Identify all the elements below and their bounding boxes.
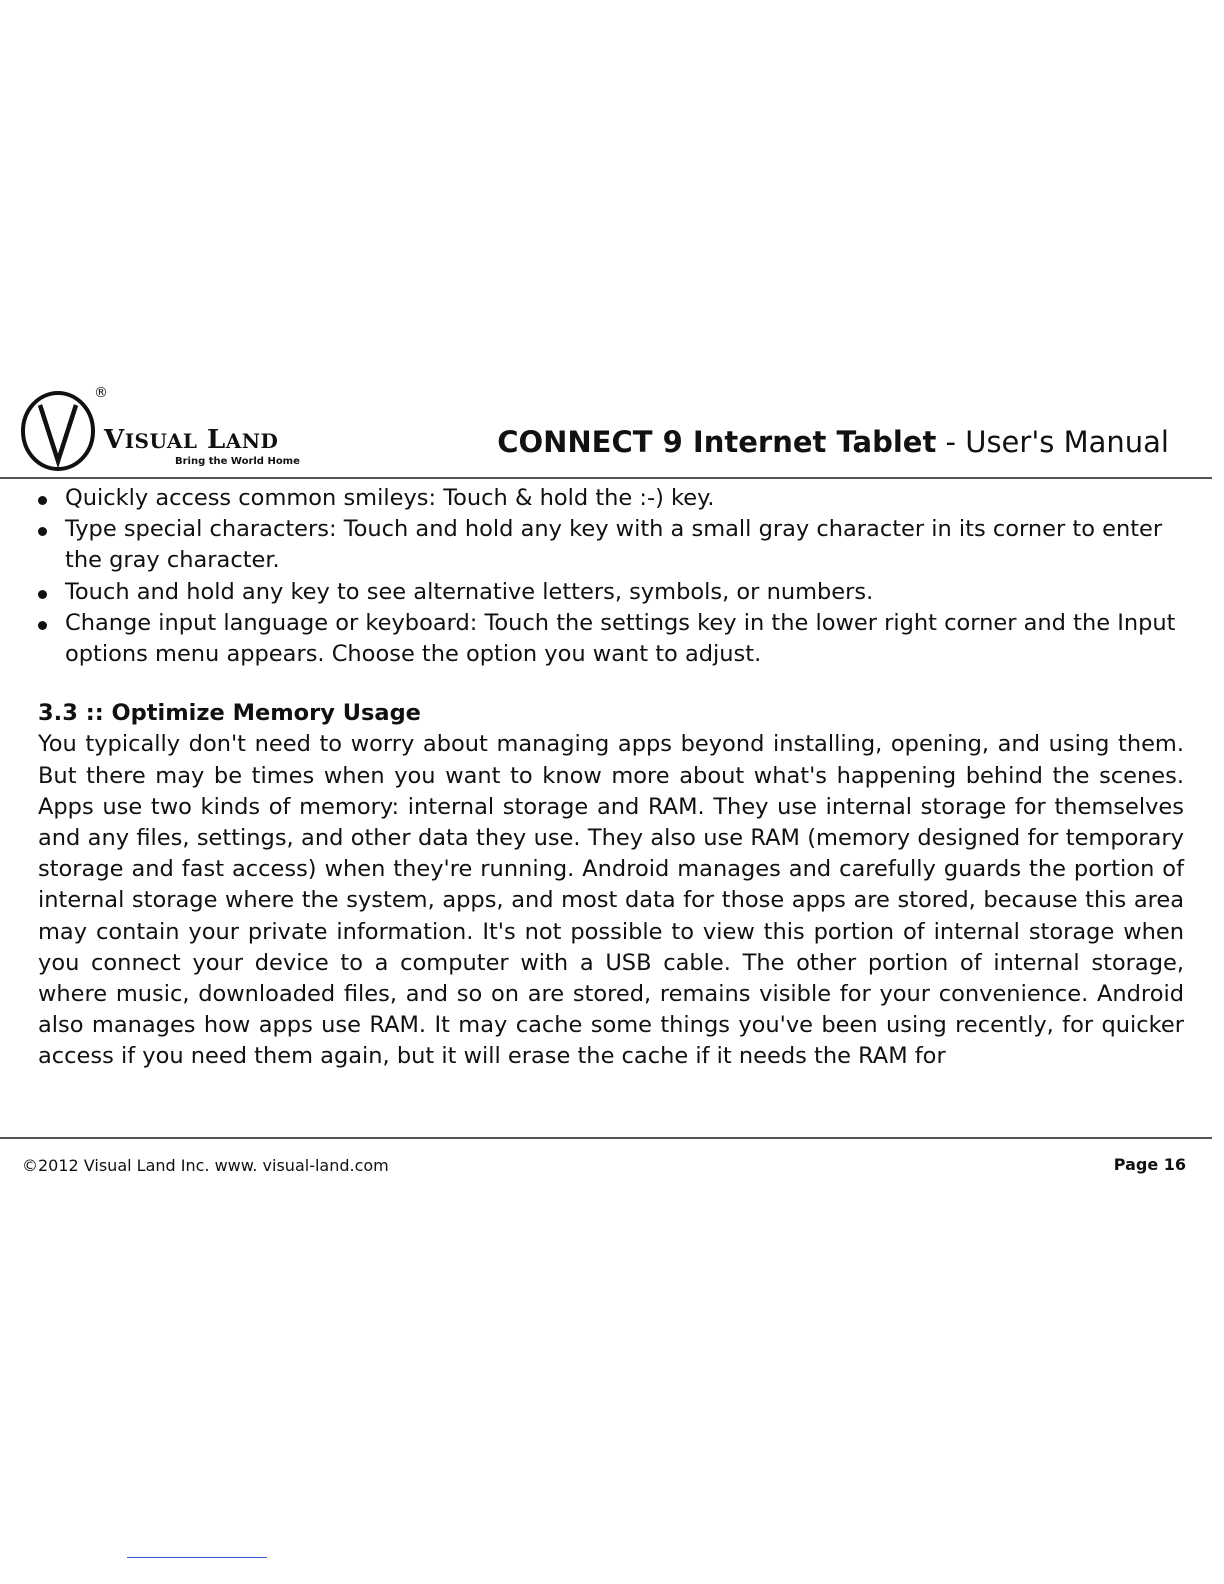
- product-title: CONNECT 9 Internet Tablet: [497, 425, 937, 459]
- section-body: You typically don't need to worry about managing apps beyond installing, opening, and using them. But there may be times when you want to know more about what's happening behind the scenes. Apps use two kinds of memory: internal storage and RAM. They use internal storage for themselves and any files, settings, and other data they use. They also use RAM (memory designed for temporary storage and fast access) when they're running. Android manages and carefully guards the portion of internal storage where the system, apps, and most data for those apps are stored, because this area may contain your private information. It's not possible to view this portion of internal storage when you connect your device to a computer with a USB cable. The other portion of internal storage, where music, downloaded files, and so on are stored, remains visible for your convenience. Android also manages how apps use RAM. It may cache some things you've been using recently, for quicker access if you need them again, but it will erase the cache if it needs the RAM for: [38, 731, 1184, 1070]
- logo-wordmark-and: AND: [225, 429, 279, 453]
- list-item: [38, 514, 1184, 576]
- footer-divider: [0, 1137, 1212, 1139]
- list-item: [38, 483, 1184, 514]
- list-item-text: Type special characters: Touch and hold any key with a small gray character in its corner to enter the gray character.: [65, 516, 1163, 574]
- logo-wordmark: [104, 425, 278, 455]
- list-item-text: Change input language or keyboard: Touch the settings key in the lower right corner and the Input options menu appears. Choose the option you want to adjust.: [65, 609, 1176, 668]
- link-underline: [127, 1557, 267, 1558]
- registered-mark: ®: [94, 385, 108, 401]
- title-suffix: - User's Manual: [936, 425, 1169, 459]
- keyboard-tips-list: [38, 483, 1184, 670]
- list-item-text: Quickly access common smileys: Touch & hold the :-) key.: [65, 485, 715, 511]
- logo-wordmark-cap-l: L: [206, 425, 226, 455]
- section-heading: 3.3 :: Optimize Memory Usage: [38, 700, 421, 727]
- header-divider: [0, 477, 1212, 479]
- visual-land-logo-icon: [20, 389, 96, 473]
- logo-tagline: Bring the World Home: [175, 456, 300, 467]
- list-item: [38, 608, 1184, 670]
- bullet-icon: [38, 496, 47, 505]
- page-header: [0, 385, 1224, 480]
- logo-wordmark-isual: ISUAL: [124, 429, 198, 453]
- footer-copyright: ©2012 Visual Land Inc. www. visual-land.com: [22, 1156, 389, 1175]
- document-title: [497, 425, 1169, 459]
- bullet-icon: [38, 590, 47, 599]
- page-content: [38, 483, 1184, 1073]
- page-number: Page 16: [1113, 1155, 1186, 1174]
- list-item: [38, 577, 1184, 608]
- list-item-text: Touch and hold any key to see alternative letters, symbols, or numbers.: [65, 578, 874, 605]
- logo-wordmark-cap-v: V: [104, 425, 125, 455]
- bullet-icon: [38, 527, 47, 536]
- bullet-icon: [38, 621, 47, 630]
